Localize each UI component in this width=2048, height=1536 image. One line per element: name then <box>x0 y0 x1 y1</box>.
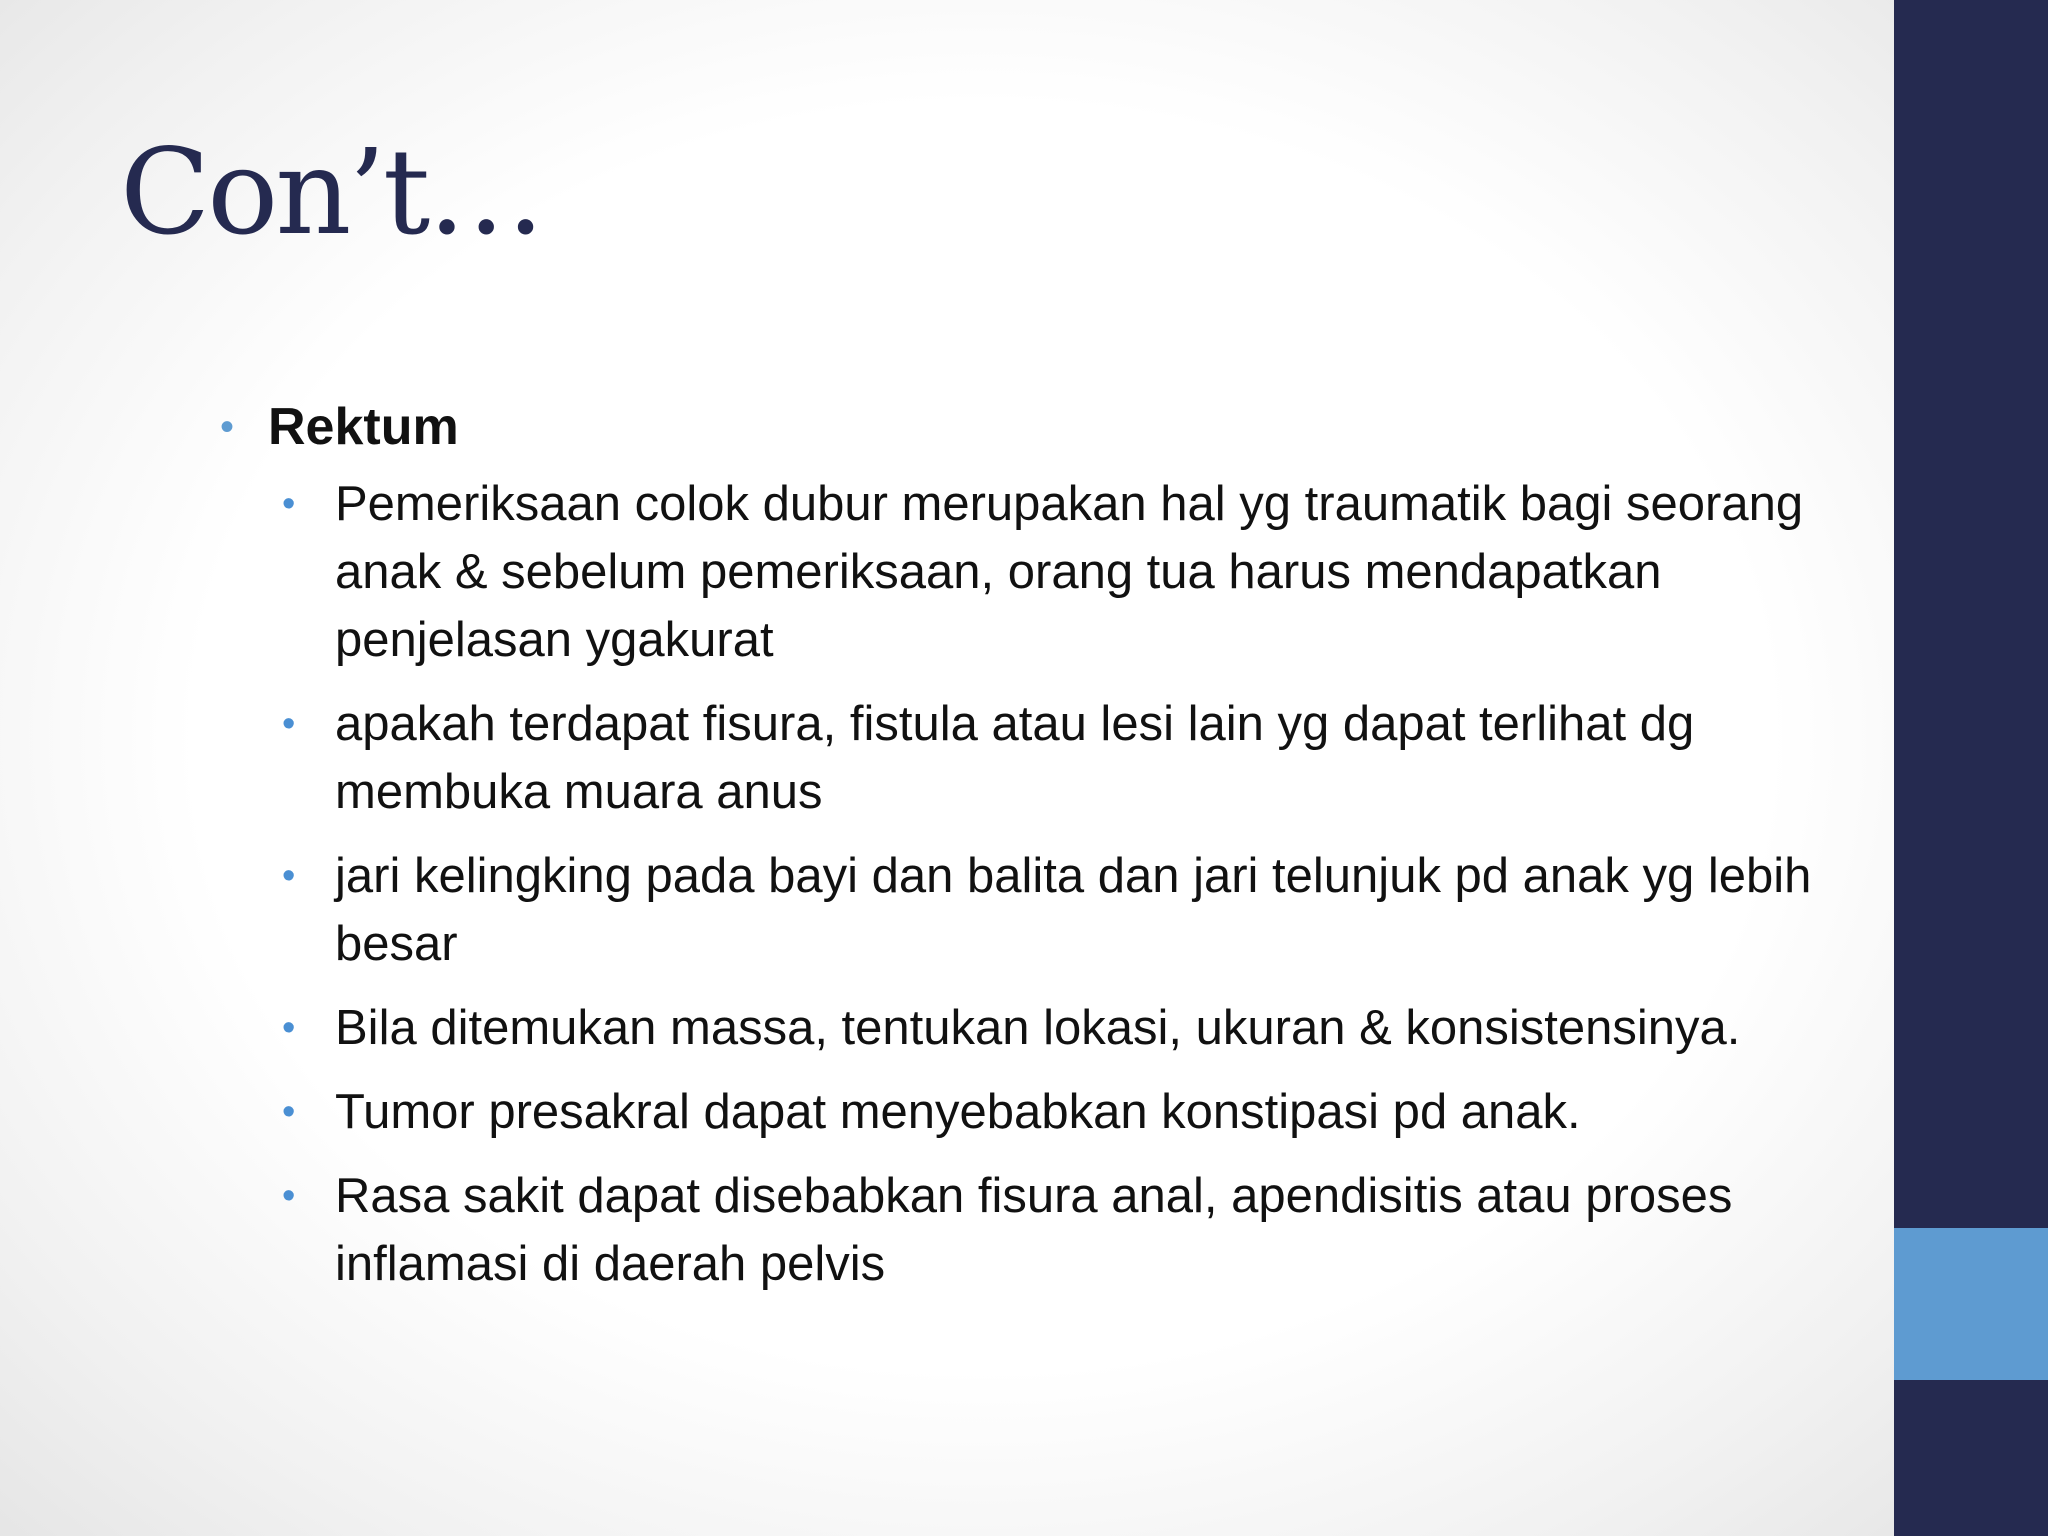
list-item <box>210 470 1850 674</box>
bullet-heading <box>210 392 1850 462</box>
bullet-dot-icon: • <box>282 1007 296 1049</box>
list-item <box>210 994 1850 1062</box>
heading-text: Rektum <box>268 398 459 456</box>
list-item-text: Bila ditemukan massa, tentukan lokasi, ukuran & konsistensinya. <box>335 1001 1741 1055</box>
sub-bullet-list <box>210 470 1850 1298</box>
list-item-text: Rasa sakit dapat disebabkan fisura anal, apendisitis atau proses inflamasi di daerah pelvis <box>335 1169 1733 1291</box>
bullet-dot-icon: • <box>282 1091 296 1133</box>
slide-content <box>210 392 1850 1314</box>
side-accent-decoration <box>1894 1228 2048 1380</box>
bullet-dot-icon: • <box>282 855 296 897</box>
list-item <box>210 1078 1850 1146</box>
bullet-dot-icon: • <box>282 483 296 525</box>
list-item-text: Tumor presakral dapat menyebabkan konstipasi pd anak. <box>335 1085 1581 1139</box>
bullet-dot-icon: • <box>282 703 296 745</box>
list-item-text: jari kelingking pada bayi dan balita dan jari telunjuk pd anak yg lebih besar <box>335 849 1812 971</box>
list-item-text: Pemeriksaan colok dubur merupakan hal yg traumatik bagi seorang anak & sebelum pemeriksaan, orang tua harus mendapatkan penjelasan ygakurat <box>335 477 1804 667</box>
list-item <box>210 842 1850 978</box>
bullet-dot-icon: • <box>282 1175 296 1217</box>
list-item <box>210 690 1850 826</box>
list-item <box>210 1162 1850 1298</box>
list-item-text: apakah terdapat fisura, fistula atau lesi lain yg dapat terlihat dg membuka muara anus <box>335 697 1695 819</box>
slide-title: Con’t… <box>120 123 543 261</box>
bullet-dot-icon: • <box>220 405 235 449</box>
